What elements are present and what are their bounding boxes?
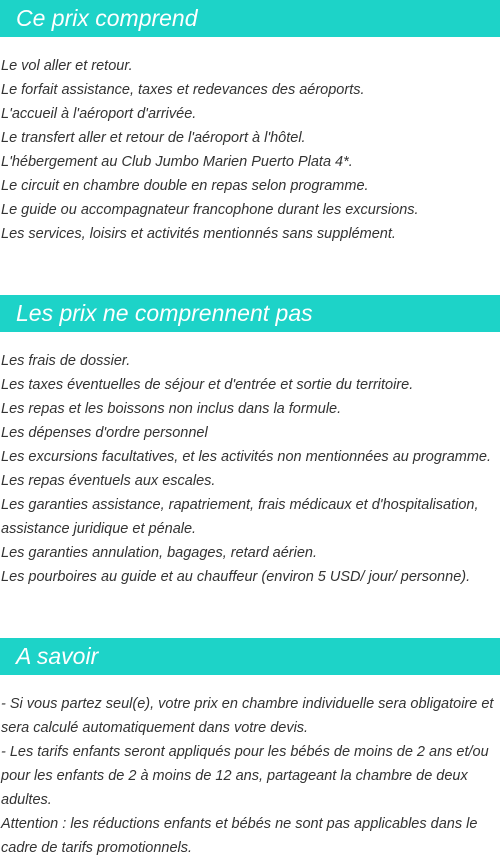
paragraph: - Si vous partez seul(e), votre prix en chambre individuelle sera obligatoire et sera calculé automatiquement dans votre devis. [1,696,494,736]
list-item: Le guide ou accompagnateur francophone durant les excursions. [1,202,419,218]
list-item: Le circuit en chambre double en repas selon programme. [1,178,369,194]
section-good-to-know [0,638,500,860]
section-title-price-excludes: Les prix ne comprennent pas [0,295,500,332]
paragraph: Attention : les réductions enfants et bébés ne sont pas applicables dans le cadre de tarifs promotionnels. [1,816,478,856]
list-item: Les dépenses d'ordre personnel [1,425,208,441]
section-price-includes [0,0,500,246]
section-title-price-includes: Ce prix comprend [0,0,500,37]
list-item: L'accueil à l'aéroport d'arrivée. [1,106,197,122]
list-item: Les garanties assistance, rapatriement, frais médicaux et d'hospitalisation, assistance juridique et pénale. [1,497,479,537]
good-to-know-text [0,692,500,860]
list-item: Le transfert aller et retour de l'aéroport à l'hôtel. [1,130,306,146]
paragraph: - Les tarifs enfants seront appliqués pour les bébés de moins de 2 ans et/ou pour les enfants de 2 à moins de 12 ans, partageant la chambre de deux adultes. [1,744,489,808]
list-item: Les excursions facultatives, et les activités non mentionnées au programme. [1,449,492,465]
section-title-good-to-know: A savoir [0,638,500,675]
list-item: Les garanties annulation, bagages, retard aérien. [1,545,317,561]
section-price-excludes [0,295,500,589]
list-item: Les services, loisirs et activités mentionnés sans supplément. [1,226,396,242]
list-item: Les frais de dossier. [1,353,131,369]
price-includes-list [0,54,500,246]
list-item: Les taxes éventuelles de séjour et d'entrée et sortie du territoire. [1,377,414,393]
price-excludes-list [0,349,500,589]
list-item: Les repas et les boissons non inclus dans la formule. [1,401,342,417]
list-item: Le forfait assistance, taxes et redevances des aéroports. [1,82,365,98]
list-item: Les repas éventuels aux escales. [1,473,216,489]
list-item: Le vol aller et retour. [1,58,133,74]
list-item: L'hébergement au Club Jumbo Marien Puerto Plata 4*. [1,154,353,170]
list-item: Les pourboires au guide et au chauffeur (environ 5 USD/ jour/ personne). [1,569,471,585]
